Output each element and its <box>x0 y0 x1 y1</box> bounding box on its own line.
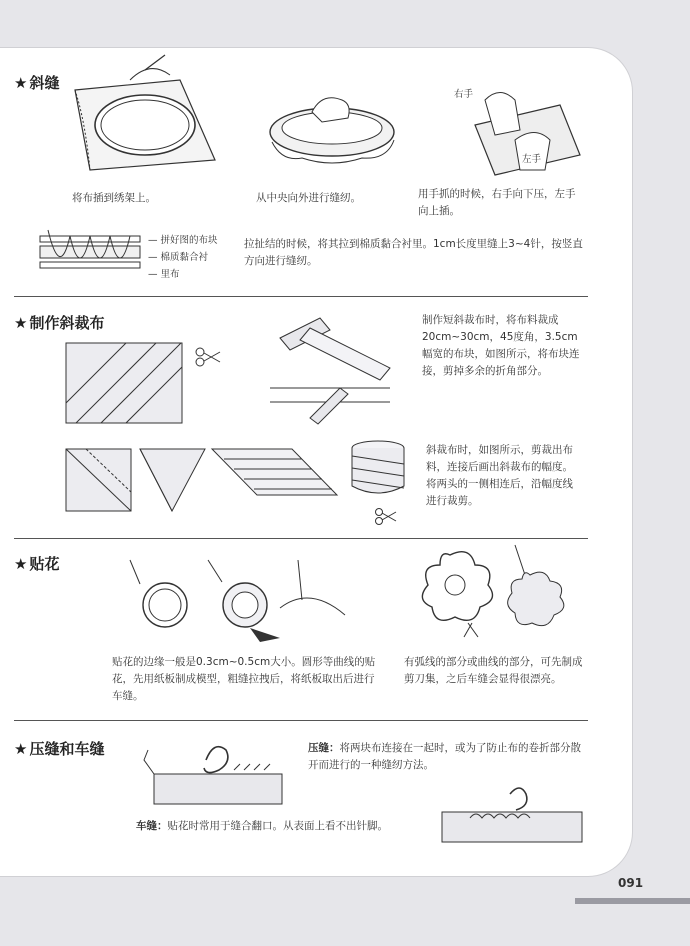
press-stitch-diagram <box>144 740 284 808</box>
embroidery-hoop-illustration <box>70 50 220 180</box>
bias-text-2: 斜裁布时，如图所示，剪裁出布料，连接后画出斜裁布的幅度。将两头的一侧相连后，沿幅度线进行裁剪。 <box>426 444 573 507</box>
label-right-hand: 右手 <box>454 89 474 100</box>
caption-hoop: 将布插到绣架上。 <box>72 192 156 204</box>
scissors-icon <box>374 506 398 526</box>
applique-text-1: 贴花的边缘一般是0.3cm~0.5cm大小。圆形等曲线的贴花，先用纸板制成模型，粗缝拉拽后，将纸板取出后进行车缝。 <box>112 656 376 702</box>
layer-label-bottom: — 里布 <box>148 269 180 280</box>
scissors-icon <box>194 344 222 368</box>
section-divider <box>14 538 588 539</box>
bias-diagonal-square <box>66 449 131 511</box>
section-divider <box>14 296 588 297</box>
section-title-slant: ★ 斜缝 <box>14 74 60 92</box>
bias-tube-roll <box>350 440 406 495</box>
bias-text-1: 制作短斜裁布时，将布料裁成20cm~30cm，45度角，3.5cm幅宽的布块，如图所示，将布块连接，剪掉多余的折角部分。 <box>422 314 580 377</box>
bias-folded-triangle <box>140 449 205 511</box>
section-title-press: ★ 压缝和车缝 <box>14 740 105 758</box>
press-text: 压缝：将两块布连接在一起时，或为了防止布的卷折部分散开而进行的一种缝纫方法。 <box>308 742 581 771</box>
layer-stitch-diagram <box>40 230 150 280</box>
section-title-bias: ★ 制作斜裁布 <box>14 314 105 332</box>
page-number: 091 <box>618 876 644 890</box>
bias-strip-joining-diagram <box>270 318 396 428</box>
section-divider <box>14 720 588 721</box>
bias-parallelogram-lines <box>212 449 337 495</box>
slant-note: 拉扯结的时候，将其拉到棉质黏合衬里。1cm长度里缝上3~4针，按竖直方向进行缝纫。 <box>244 238 583 267</box>
machine-stitch-diagram <box>440 788 590 844</box>
applique-flower-steps <box>420 545 590 645</box>
machine-text: 车缝：贴花时常用于缝合翻口。从表面上看不出针脚。 <box>136 820 388 832</box>
section-title-applique: ★ 贴花 <box>14 555 60 573</box>
caption-hands: 用手抓的时候，右手向下压，左手向上插。 <box>418 188 576 217</box>
applique-circle-steps <box>130 560 370 650</box>
applique-text-2: 有弧线的部分或曲线的部分，可先制成剪刀集，之后车缝会显得很漂亮。 <box>404 656 583 685</box>
bias-fabric-square <box>66 343 182 423</box>
label-left-hand: 左手 <box>522 154 542 165</box>
sewing-center-outward-illustration <box>262 92 402 172</box>
page-number-bar <box>575 898 690 904</box>
layer-label-middle: — 棉质黏合衬 <box>148 252 209 263</box>
caption-center-out: 从中央向外进行缝纫。 <box>256 192 361 204</box>
layer-label-top: — 拼好图的布块 <box>148 235 218 246</box>
